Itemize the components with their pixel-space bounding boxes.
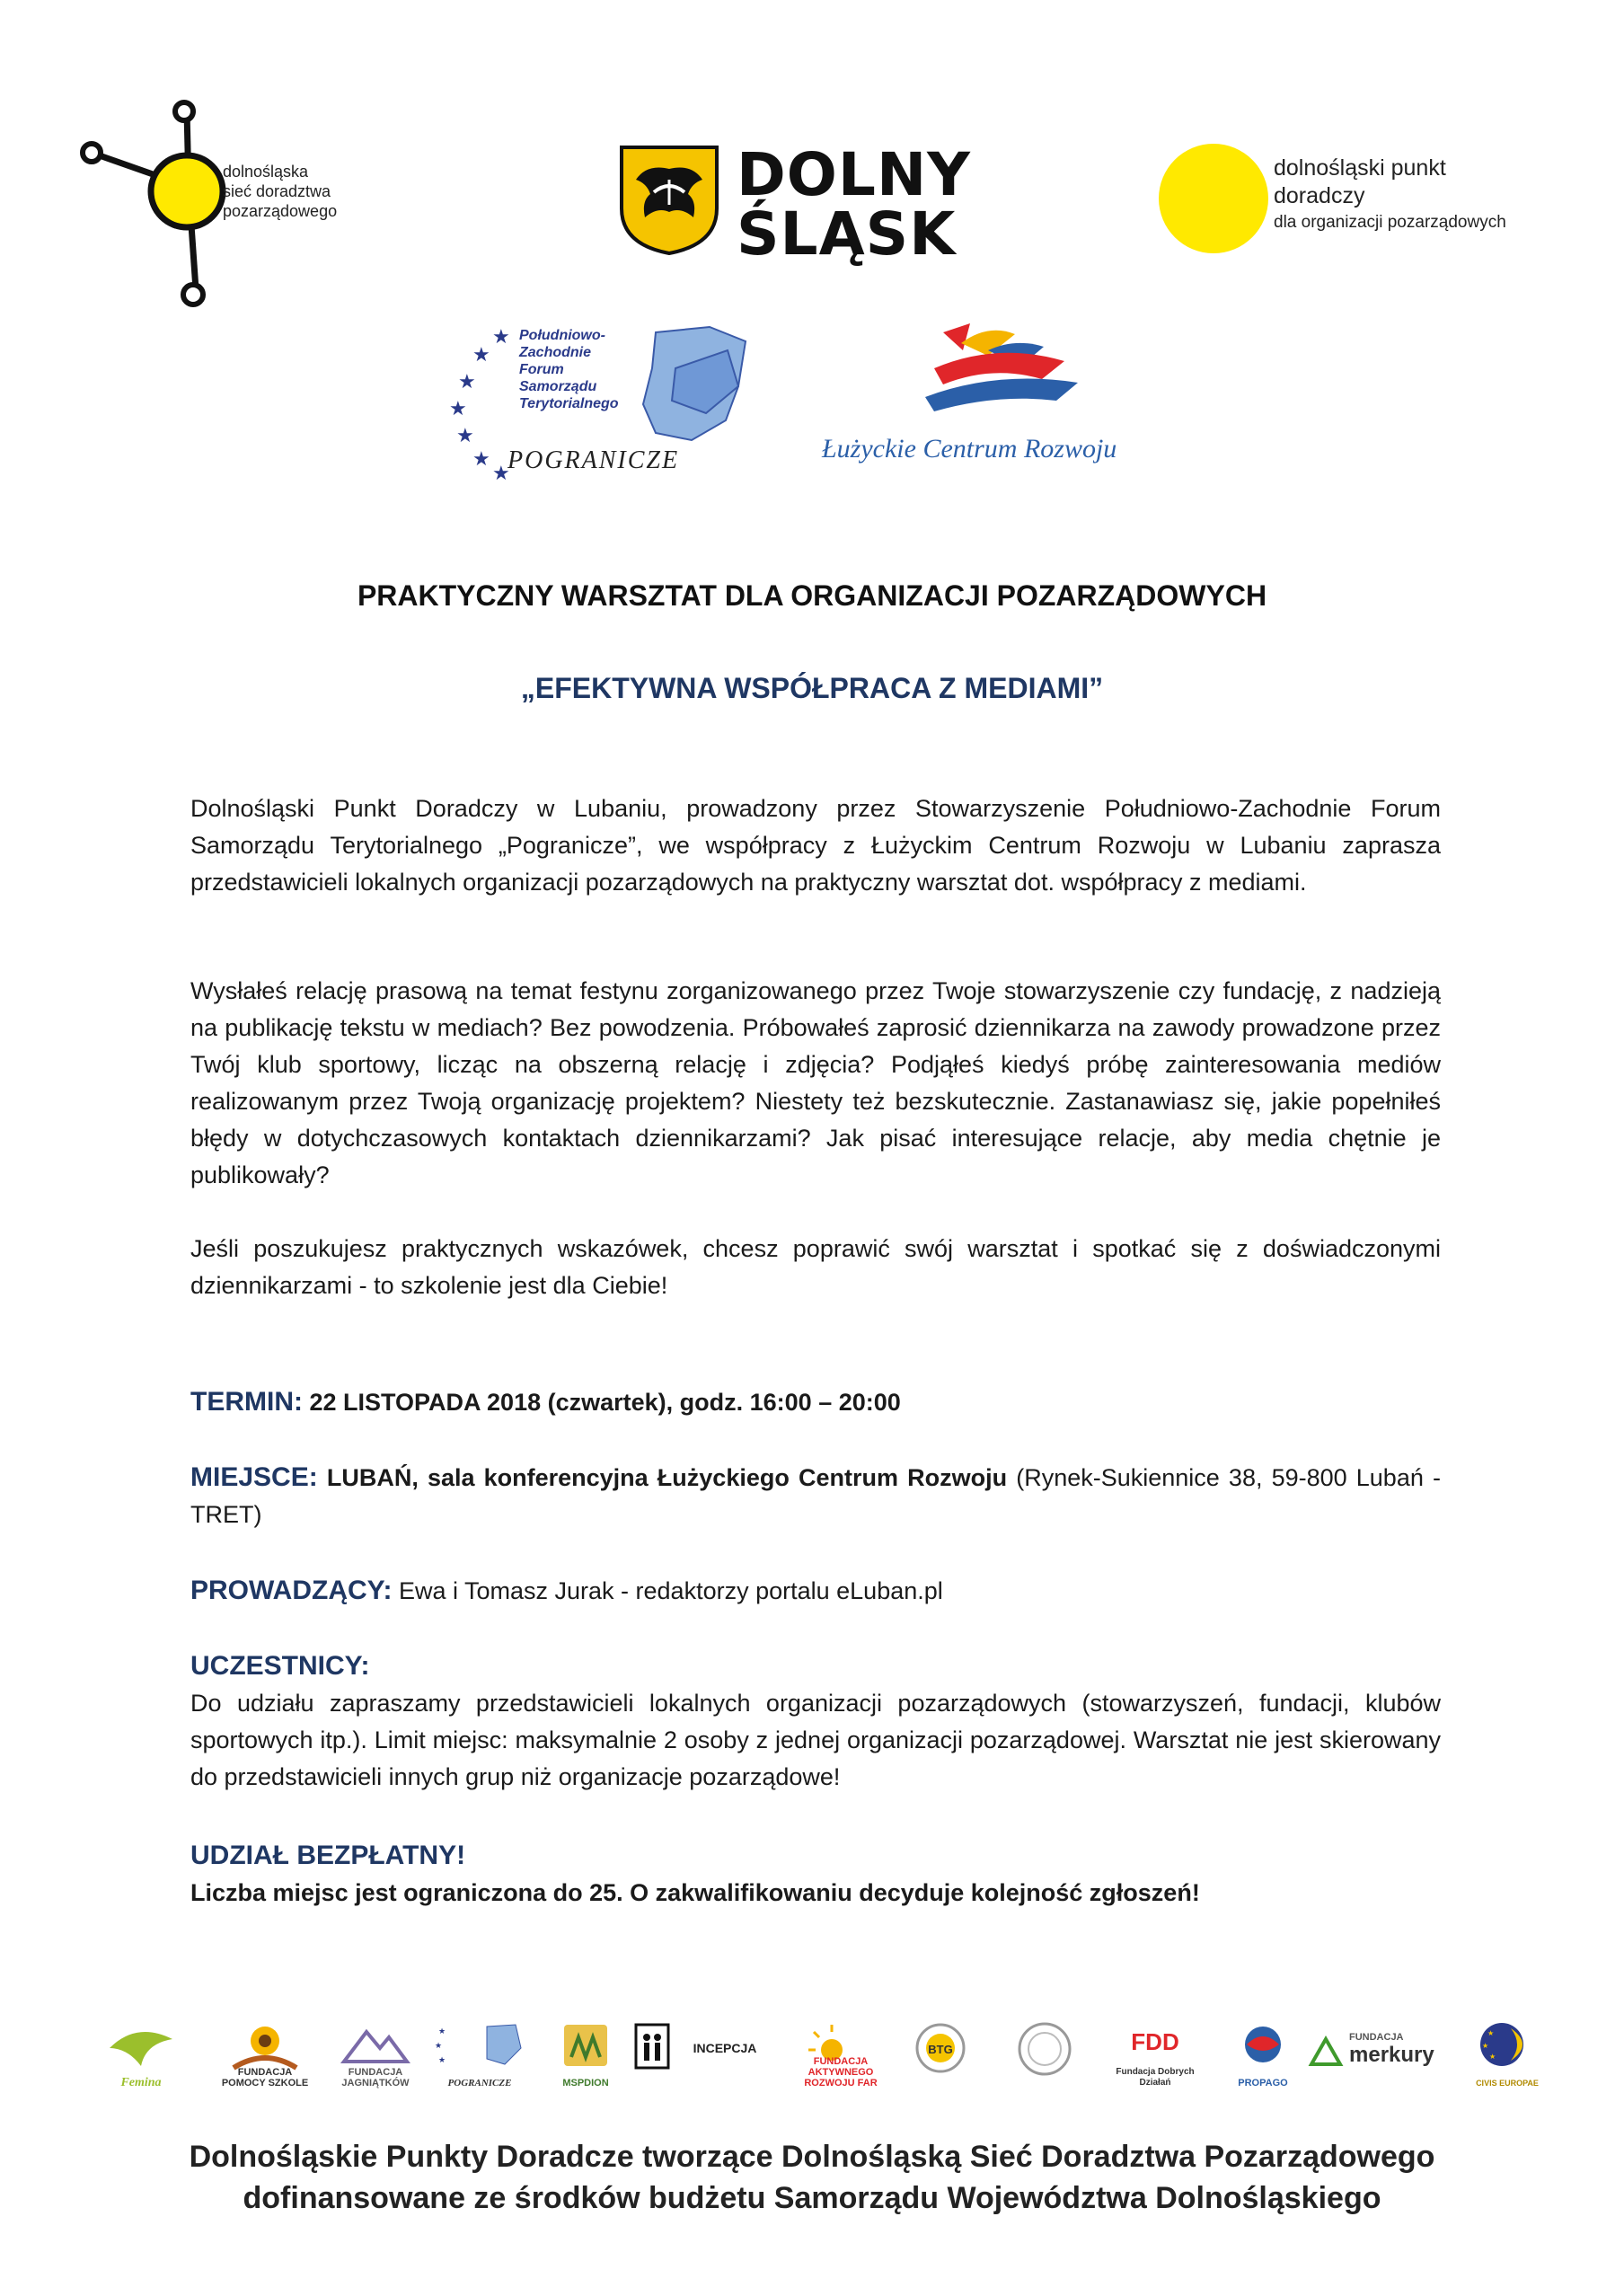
prowadzacy-label: PROWADZĄCY: [190,1576,393,1605]
questions-paragraph: Wysłałeś relację prasową na temat festynu zorganizowanego przez Twoje stowarzyszenie czy fundację, z nadzieją na publikację tekstu w mediach? Bez powodzenia. Próbowałeś zaprosić dziennikarza na zawody prowadzone przez Twój klub sportowy, licząc na obszerną relację i zdjęcia? Podjąłeś kiedyś próbę zainteresowania mediów realizowanym przez Twoją organizację projektem? Niestety też bezskutecznie. Zastanawiasz się, jakie popełniłeś błędy w dotychczasowych kontaktach dziennikarzami? Jak pisać interesujące relacje, aby media chętnie je publikowały? [190,977,1441,1188]
pogranicze-logo-text [519,327,619,412]
partner-figures-logo [634,2021,670,2088]
svg-text:★: ★ [435,2041,443,2050]
uczestnicy-text: Do udziału zapraszamy przedstawicieli lokalnych organizacji pozarządowych (stowarzyszeń, fundacji, klubów sportowych itp.). Limit miejsc: maksymalnie 2 osoby z jednej organizacji pozarządowej. Warsztat nie jest skierowany do przedstawicieli innych grup niż organizacje pozarządowe! [190,1690,1441,1790]
fps-caption: FUNDACJA POMOCY SZKOLE [221,2067,309,2088]
merkury-small-caption: FUNDACJA [1349,2032,1404,2043]
seal-icon [1013,2021,1076,2077]
partner-incepcja-logo [686,2021,763,2088]
svg-text:★: ★ [458,370,476,393]
footer [0,2136,1624,2219]
partner-pogranicze-small-logo [433,2021,526,2088]
svg-text:★: ★ [492,325,510,348]
femina-icon [101,2021,181,2075]
pogranicze-line: Forum [519,362,564,377]
pogranicze-line: Terytorialnego [519,396,619,411]
svg-text:★: ★ [438,2055,446,2064]
partner-propago-logo [1227,2021,1299,2088]
sunflower-icon [216,2021,314,2073]
pogranicze-small-icon [433,2021,526,2071]
svg-text:★: ★ [1489,2053,1496,2061]
far-caption: FUNDACJA AKTYWNEGO ROZWOJU FAR [804,2056,878,2088]
svg-text:★: ★ [1482,2042,1489,2050]
mountains-icon [340,2021,411,2066]
miejsce-venue: LUBAŃ, sala konferencyjna Łużyckiego Centrum Rozwoju [326,1464,1008,1491]
svg-text:★: ★ [492,462,510,484]
mspdion-icon [559,2021,613,2070]
fdd-subcaption: Fundacja Dobrych Działań [1116,2067,1195,2088]
incepcja-caption: INCEPCJA [693,2041,757,2055]
partner-merkury-logo [1308,2021,1452,2088]
dsdp-line: dolnośląska [223,163,309,181]
udzial-label: UDZIAŁ BEZPŁATNY! [190,1841,466,1870]
jagniatkow-caption: FUNDACJA JAGNIĄTKÓW [341,2067,410,2088]
dsdp-logo-text [223,162,337,221]
partner-europak-logo [1470,2021,1545,2088]
fdd-caption: FDD [1131,2028,1179,2055]
svg-text:★: ★ [438,2027,446,2035]
dpd-line: dolnośląski punkt [1274,155,1446,181]
slask-line: ŚLĄSK [737,199,957,269]
partner-btg-logo [909,2021,972,2088]
partner-femina-logo [101,2021,181,2088]
page-subtitle: „EFEKTYWNA WSPÓŁPRACA Z MEDIAMI” [520,672,1104,704]
intro-paragraph: Dolnośląski Punkt Doradczy w Lubaniu, prowadzony przez Stowarzyszenie Południowo-Zachodnie Forum Samorządu Terytorialnego „Pogranicze”, we współpracy z Łużyckim Centrum Rozwoju w Lubaniu zaprasza przedstawicieli lokalnych organizacji pozarządowych na praktyczny warsztat dot. współpracy z mediami. [190,795,1441,896]
invitation-paragraph: Jeśli poszukujesz praktycznych wskazówek, chcesz poprawić swój warsztat i spotkać się z doświadczonymi dziennikarzami - to szkolenie jest dla Ciebie! [190,1235,1441,1299]
dsdp-line: pozarządowego [223,202,338,220]
udzial-heading [190,1837,1441,1875]
footer-line: Dolnośląskie Punkty Doradcze tworzące Dolnośląską Sieć Doradztwa Pozarządowego [189,2140,1435,2174]
partner-mspdion-logo [559,2021,613,2088]
uczestnicy-label: UCZESTNICY: [190,1651,370,1681]
btg-caption: BTG [928,2043,953,2056]
dsdp-line: sieć doradztwa [223,182,331,200]
svg-text:★: ★ [1487,2029,1495,2037]
miejsce-label: MIEJSCE: [190,1462,318,1492]
svg-text:★: ★ [472,343,490,366]
uczestnicy-heading [190,1647,1441,1685]
udzial-text: Liczba miejsc jest ograniczona do 25. O zakwalifikowaniu decyduje kolejność zgłoszeń! [190,1879,1200,1906]
dpd-logo-circle [1159,144,1268,253]
pogranicze-line: Południowo- [519,328,605,343]
propago-caption: PROPAGO [1238,2078,1288,2088]
dpd-line: dla organizacji pozarządowych [1274,213,1506,232]
europak-icon [1470,2021,1545,2073]
pogranicze-logo-name: POGRANICZE [508,446,680,474]
dpd-line: doradczy [1274,183,1365,208]
dolny-slask-logo-text [737,140,971,269]
dpd-logo-text [1274,155,1506,235]
pogranicze-line: Zachodnie [519,345,592,360]
termin-row [190,1383,1441,1421]
merkury-icon [1308,2034,1344,2070]
page-title: PRAKTYCZNY WARSZTAT DLA ORGANIZACJI POZARZĄDOWYCH [357,579,1267,612]
europak-caption: CIVIS EUROPAE [1476,2079,1539,2088]
partner-jagniatkow-logo [340,2021,411,2088]
pogranicze-small-caption: POGRANICZE [447,2078,512,2088]
miejsce-address: (Rynek-Sukiennice 38, 59-800 Lubań - TRET) [190,1464,1441,1528]
partner-seal-logo [1013,2021,1076,2088]
svg-text:★: ★ [472,447,490,470]
prowadzacy-row [190,1572,1441,1610]
mspdion-caption: MSPDION [562,2078,609,2088]
lcr-logo-text: Łużyckie Centrum Rozwoju [822,434,1117,464]
partner-fdd-logo [1110,2021,1200,2088]
femina-caption: Femina [120,2076,162,2089]
dolny-line: DOLNY [737,140,971,209]
miejsce-row [190,1459,1441,1533]
termin-label: TERMIN: [190,1387,303,1417]
pogranicze-line: Samorządu [519,379,597,394]
prowadzacy-value: Ewa i Tomasz Jurak - redaktorzy portalu eLuban.pl [398,1577,943,1604]
figures-icon [634,2021,670,2075]
footer-line: dofinansowane ze środków budżetu Samorządu Województwa Dolnośląskiego [243,2181,1381,2215]
svg-text:.: . [440,314,441,315]
partner-far-logo [796,2021,886,2088]
svg-text:★: ★ [449,397,467,419]
merkury-caption: merkury [1349,2043,1434,2067]
partner-fps-logo [216,2021,314,2088]
svg-text:★: ★ [456,424,474,446]
propago-icon [1227,2021,1299,2071]
termin-value: 22 LISTOPADA 2018 (czwartek), godz. 16:00 – 20:00 [309,1389,901,1416]
